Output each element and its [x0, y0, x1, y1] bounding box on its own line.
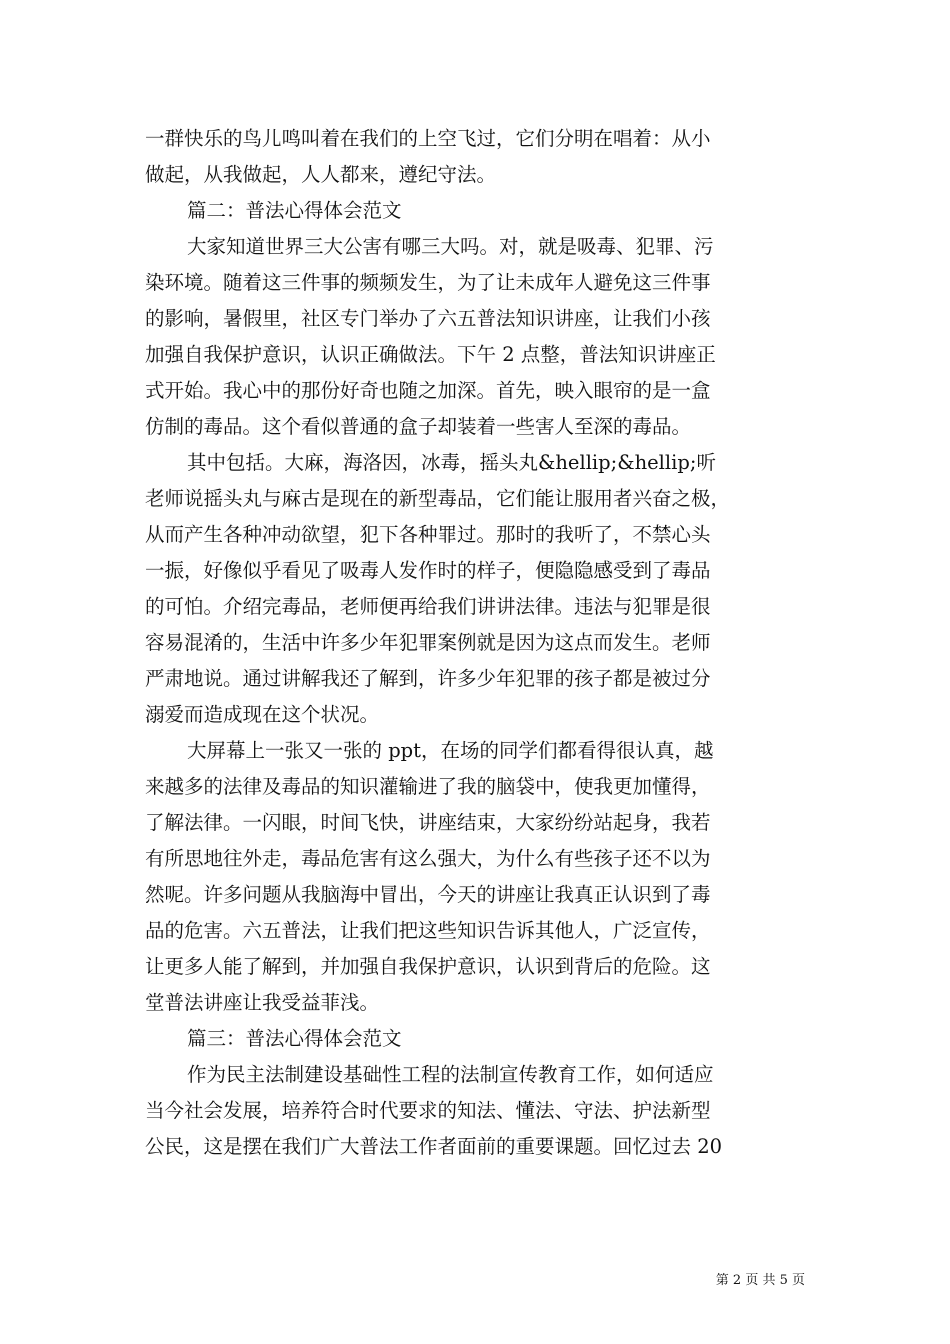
text-line: 一群快乐的鸟儿鸣叫着在我们的上空飞过，它们分明在唱着：从小 — [145, 127, 711, 150]
text-line: 一振，好像似乎看见了吸毒人发作时的样子，便隐隐感受到了毒品 — [145, 559, 711, 582]
text-line: 来越多的法律及毒品的知识灌输进了我的脑袋中，使我更加懂得， — [145, 775, 711, 798]
text-line: 加强自我保护意识，认识正确做法。下午 2 点整，普法知识讲座正 — [145, 343, 716, 366]
text-line: 老师说摇头丸与麻古是现在的新型毒品，它们能让服用者兴奋之极， — [145, 487, 731, 510]
document-body — [145, 121, 807, 1165]
text-line: 容易混淆的，生活中许多少年犯罪案例就是因为这点而发生。老师 — [145, 631, 711, 654]
text-line: 做起，从我做起，人人都来，遵纪守法。 — [145, 163, 497, 186]
text-line: 溺爱而造成现在这个状况。 — [145, 703, 380, 726]
section-heading: 篇二：普法心得体会范文 — [187, 199, 402, 222]
text-line: 的影响，暑假里，社区专门举办了六五普法知识讲座，让我们小孩 — [145, 307, 711, 330]
text-line: 有所思地往外走，毒品危害有这么强大，为什么有些孩子还不以为 — [145, 847, 711, 870]
text-line: 染环境。随着这三件事的频频发生，为了让未成年人避免这三件事 — [145, 271, 711, 294]
page-number: 第 2 页 共 5 页 — [715, 1273, 805, 1288]
text-line: 从而产生各种冲动欲望，犯下各种罪过。那时的我听了，不禁心头 — [145, 523, 711, 546]
text-line: 式开始。我心中的那份好奇也随之加深。首先，映入眼帘的是一盒 — [145, 379, 711, 402]
text-line: 品的危害。六五普法，让我们把这些知识告诉其他人，广泛宣传， — [145, 919, 711, 942]
text-line: 公民，这是摆在我们广大普法工作者面前的重要课题。回忆过去 20 — [145, 1135, 723, 1158]
text-line: 当今社会发展，培养符合时代要求的知法、懂法、守法、护法新型 — [145, 1099, 711, 1122]
text-line: 了解法律。一闪眼，时间飞快，讲座结束，大家纷纷站起身，我若 — [145, 811, 711, 834]
paragraph-first-line: 大屏幕上一张又一张的 ppt，在场的同学们都看得很认真，越 — [187, 739, 714, 762]
text-line: 的可怕。介绍完毒品，老师便再给我们讲讲法律。违法与犯罪是很 — [145, 595, 711, 618]
paragraph-first-line: 其中包括。大麻，海洛因，冰毒，摇头丸&hellip;&hellip;听 — [187, 451, 716, 474]
section-heading: 篇三：普法心得体会范文 — [187, 1027, 402, 1050]
text-line: 让更多人能了解到，并加强自我保护意识，认识到背后的危险。这 — [145, 955, 711, 978]
paragraph-first-line: 作为民主法制建设基础性工程的法制宣传教育工作，如何适应 — [187, 1063, 714, 1086]
text-line: 然呢。许多问题从我脑海中冒出，今天的讲座让我真正认识到了毒 — [145, 883, 711, 906]
text-line: 严肃地说。通过讲解我还了解到，许多少年犯罪的孩子都是被过分 — [145, 667, 711, 690]
paragraph-first-line: 大家知道世界三大公害有哪三大吗。对，就是吸毒、犯罪、污 — [187, 235, 714, 258]
text-line: 仿制的毒品。这个看似普通的盒子却装着一些害人至深的毒品。 — [145, 415, 692, 438]
text-line: 堂普法讲座让我受益菲浅。 — [145, 991, 380, 1014]
